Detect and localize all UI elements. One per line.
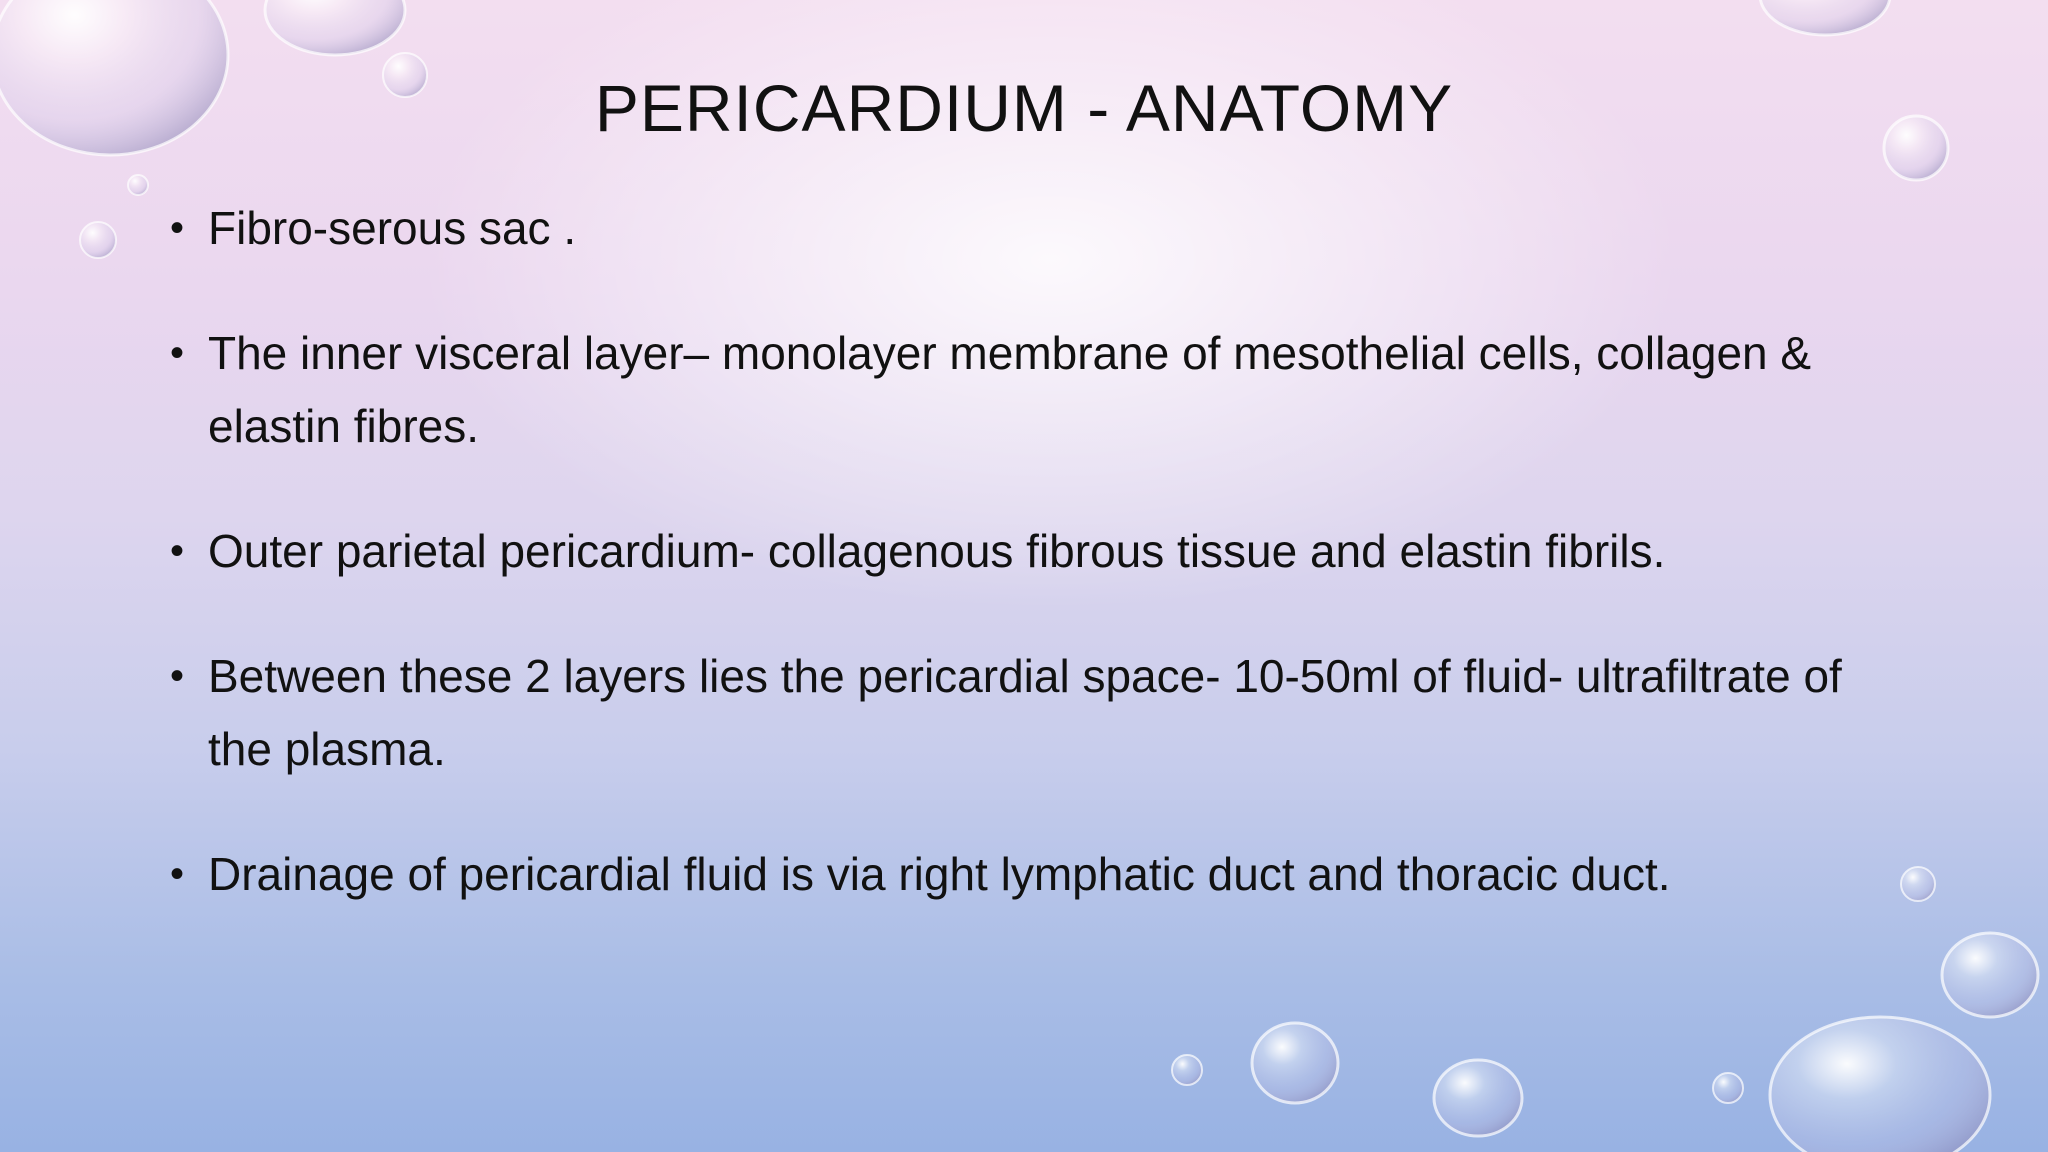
droplet-icon [1434, 1060, 1522, 1136]
bullet-text: The inner visceral layer– monolayer membrane of mesothelial cells, collagen & elastin fibres. [208, 327, 1812, 452]
bullet-icon: • [170, 654, 185, 698]
bullet-text: Fibro-serous sac . [208, 202, 577, 254]
bullet-icon: • [170, 331, 185, 375]
droplet-icon [1252, 1023, 1338, 1103]
droplet-icon [265, 0, 405, 55]
droplet-icon [1713, 1073, 1743, 1103]
bullet-text: Drainage of pericardial fluid is via right lymphatic duct and thoracic duct. [208, 848, 1671, 900]
list-item [170, 838, 1890, 911]
list-item [170, 640, 1890, 786]
droplet-icon [1172, 1055, 1202, 1085]
droplet-icon [1901, 867, 1935, 901]
bullet-text: Between these 2 layers lies the pericardial space- 10-50ml of fluid- ultrafiltrate of the plasma. [208, 650, 1842, 775]
droplet-icon [80, 222, 116, 258]
bullet-icon: • [170, 529, 185, 573]
droplet-icon [1770, 1017, 1990, 1152]
droplet-icon [128, 175, 148, 195]
slide-title: PERICARDIUM - ANATOMY [594, 71, 1454, 145]
bullet-text: Outer parietal pericardium- collagenous fibrous tissue and elastin fibrils. [208, 525, 1666, 577]
list-item [170, 317, 1890, 463]
bullet-icon: • [170, 852, 185, 896]
bullet-list [170, 192, 1890, 963]
bullet-icon: • [170, 206, 185, 250]
list-item [170, 192, 1890, 265]
droplet-icon [1942, 933, 2038, 1017]
list-item [170, 515, 1890, 588]
droplet-icon [1760, 0, 1890, 35]
